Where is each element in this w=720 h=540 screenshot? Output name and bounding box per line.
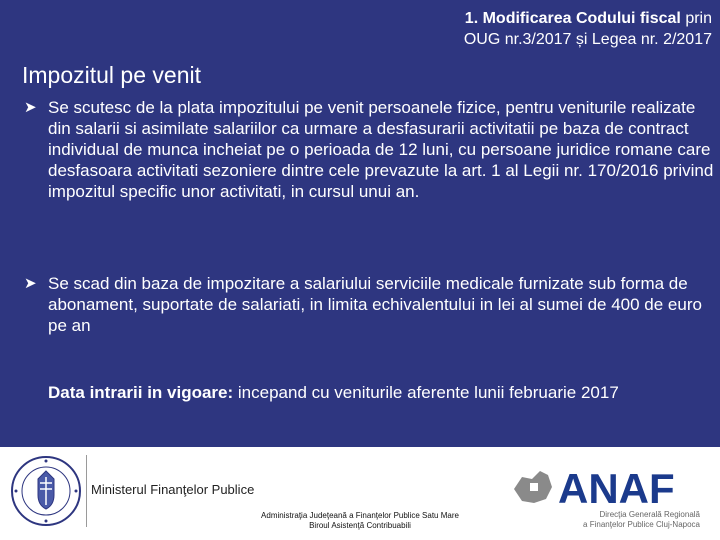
administration-line-1: Administraţia Judeţeană a Finanţelor Publice Satu Mare [261, 511, 459, 520]
effective-date-text: incepand cu veniturile aferente lunii februarie 2017 [237, 383, 619, 402]
bullet-text: Se scad din baza de impozitare a salariului serviciile medicale furnizate sub forma de abonament, suportate de salariati, in limita echivalentului in lei al sumei de 400 de euro pe an [48, 274, 702, 335]
header-line-2: OUG nr.3/2017 și Legea nr. 2/2017 [463, 31, 712, 48]
footer [0, 447, 720, 540]
bullet-item [24, 273, 718, 336]
slide-header [382, 8, 712, 50]
anaf-logo-text: ANAF [558, 465, 675, 511]
anaf-subtitle [548, 510, 700, 530]
bullet-item [24, 97, 718, 202]
anaf-subtitle-line-1: Direcţia Generală Regională [599, 510, 700, 519]
arrow-bullet-icon: ➤ [24, 99, 37, 116]
romania-seal-icon [10, 455, 82, 527]
effective-date-label: Data intrarii in vigoare: [48, 383, 234, 402]
header-line-1 [382, 8, 712, 29]
slide-title: Impozitul pe venit [22, 62, 201, 88]
arrow-bullet-icon: ➤ [24, 275, 37, 292]
anaf-subtitle-line-2: a Finanţelor Publice Cluj-Napoca [583, 520, 700, 529]
effective-date [48, 382, 698, 403]
administration-text [210, 511, 510, 531]
anaf-logo [510, 459, 710, 511]
administration-line-2: Biroul Asistenţă Contribuabili [309, 521, 411, 530]
header-number: 1. [464, 10, 479, 27]
footer-divider [86, 455, 87, 527]
header-title-rest: prin [685, 10, 712, 27]
header-title-bold: Modificarea Codului fiscal [482, 10, 681, 27]
ministry-name: Ministerul Finanţelor Publice [91, 482, 255, 497]
bullet-text: Se scutesc de la plata impozitului pe venit persoanele fizice, pentru veniturile realizate din salarii si asimilate salariilor ca urmare a desfasurarii activitatii pe baza de contract individual de munca incheiat pe o perioada de 12 luni, cu persoane juridice romane care desfasoara activitati sezoniere dintre cele prevazute la art. 1 al Legii nr. 170/2016 privind impozitul specific unor activitati, in cursul unui an. [48, 98, 714, 201]
